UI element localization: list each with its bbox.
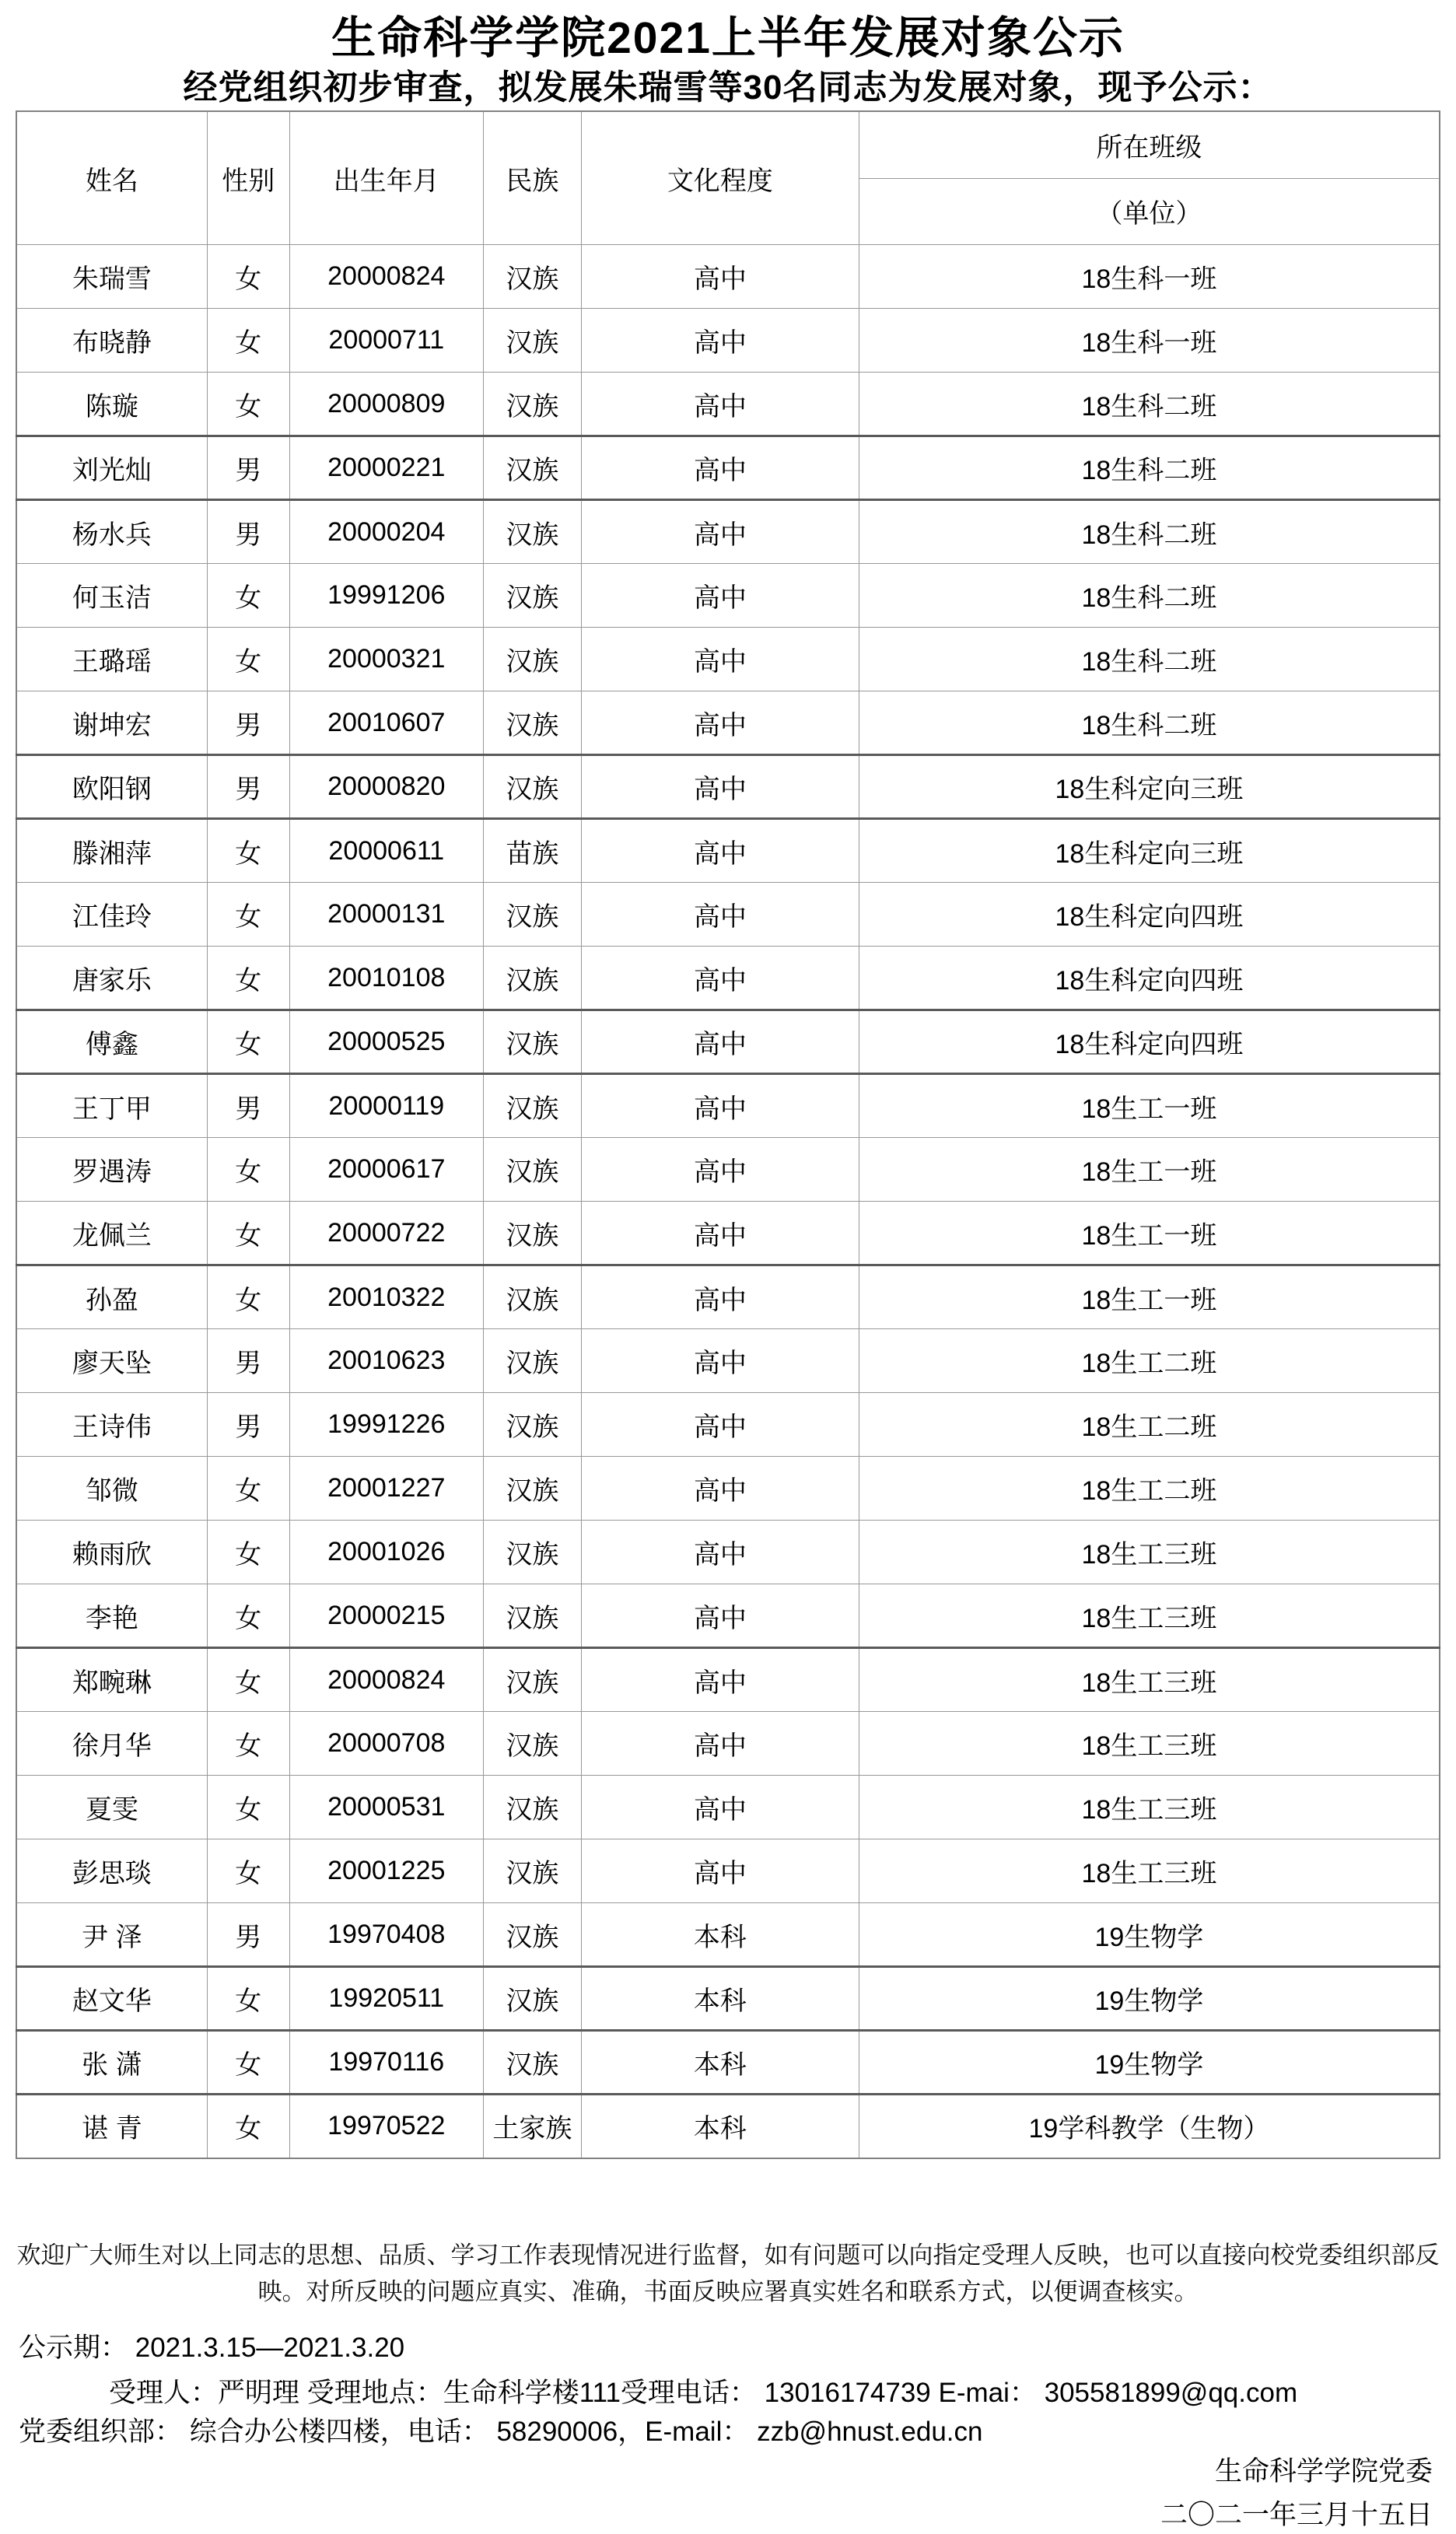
table-row bbox=[16, 564, 1440, 628]
table-row bbox=[16, 1648, 1440, 1712]
table-row bbox=[16, 1457, 1440, 1521]
cell-class: 18生科二班 bbox=[859, 564, 1440, 628]
table-row bbox=[16, 1712, 1440, 1776]
cell-gender: 女 bbox=[207, 373, 289, 436]
cell-birth: 20000824 bbox=[289, 1648, 483, 1712]
cell-class: 18生工二班 bbox=[859, 1329, 1440, 1393]
roster-table bbox=[16, 110, 1440, 2159]
cell-birth: 20001026 bbox=[289, 1521, 483, 1584]
cell-ethnicity: 汉族 bbox=[483, 1010, 581, 1074]
cell-birth: 19970116 bbox=[289, 2031, 483, 2095]
cell-class: 18生科一班 bbox=[859, 309, 1440, 373]
table-row bbox=[16, 1839, 1440, 1903]
cell-birth: 19920511 bbox=[289, 1967, 483, 2031]
cell-education: 高中 bbox=[581, 947, 859, 1010]
cell-gender: 女 bbox=[207, 309, 289, 373]
cell-ethnicity: 汉族 bbox=[483, 309, 581, 373]
cell-class: 18生工三班 bbox=[859, 1712, 1440, 1776]
cell-name: 张 潇 bbox=[16, 2031, 207, 2095]
cell-ethnicity: 汉族 bbox=[483, 1776, 581, 1839]
cell-education: 高中 bbox=[581, 1839, 859, 1903]
cell-gender: 女 bbox=[207, 1648, 289, 1712]
cell-class: 18生工二班 bbox=[859, 1457, 1440, 1521]
cell-gender: 男 bbox=[207, 436, 289, 500]
cell-gender: 女 bbox=[207, 1457, 289, 1521]
cell-ethnicity: 汉族 bbox=[483, 883, 581, 947]
cell-ethnicity: 苗族 bbox=[483, 819, 581, 883]
cell-class: 18生工一班 bbox=[859, 1074, 1440, 1138]
cell-birth: 20001225 bbox=[289, 1839, 483, 1903]
cell-ethnicity: 汉族 bbox=[483, 1202, 581, 1265]
footer bbox=[0, 2237, 1456, 2534]
cell-name: 江佳玲 bbox=[16, 883, 207, 947]
cell-education: 高中 bbox=[581, 1202, 859, 1265]
table-row bbox=[16, 1074, 1440, 1138]
cell-education: 高中 bbox=[581, 245, 859, 309]
cell-ethnicity: 汉族 bbox=[483, 1074, 581, 1138]
supervision-notice-line2: 映。对所反映的问题应真实、准确，书面反映应署真实姓名和联系方式，以便调查核实。 bbox=[257, 2277, 1199, 2305]
cell-education: 本科 bbox=[581, 2031, 859, 2095]
table-row bbox=[16, 1903, 1440, 1967]
cell-education: 高中 bbox=[581, 436, 859, 500]
cell-gender: 男 bbox=[207, 1074, 289, 1138]
table-row bbox=[16, 309, 1440, 373]
cell-class: 18生工三班 bbox=[859, 1776, 1440, 1839]
cell-gender: 男 bbox=[207, 755, 289, 819]
cell-name: 傅鑫 bbox=[16, 1010, 207, 1074]
cell-name: 尹 泽 bbox=[16, 1903, 207, 1967]
cell-class: 18生科定向四班 bbox=[859, 883, 1440, 947]
cell-class: 18生科定向四班 bbox=[859, 947, 1440, 1010]
cell-name: 王璐瑶 bbox=[16, 628, 207, 691]
cell-gender: 女 bbox=[207, 1202, 289, 1265]
col-header-birth: 出生年月 bbox=[289, 111, 483, 245]
table-row bbox=[16, 819, 1440, 883]
cell-name: 王丁甲 bbox=[16, 1074, 207, 1138]
cell-class: 18生科二班 bbox=[859, 500, 1440, 564]
cell-gender: 女 bbox=[207, 1521, 289, 1584]
page-title: 生命科学学院2021上半年发展对象公示 bbox=[331, 13, 1125, 63]
cell-gender: 女 bbox=[207, 1967, 289, 2031]
cell-birth: 20000215 bbox=[289, 1584, 483, 1648]
cell-gender: 男 bbox=[207, 500, 289, 564]
cell-birth: 20010108 bbox=[289, 947, 483, 1010]
table-row bbox=[16, 373, 1440, 436]
cell-education: 本科 bbox=[581, 1967, 859, 2031]
cell-ethnicity: 汉族 bbox=[483, 1839, 581, 1903]
cell-class: 19生物学 bbox=[859, 1967, 1440, 2031]
table-row bbox=[16, 1393, 1440, 1457]
cell-name: 何玉洁 bbox=[16, 564, 207, 628]
table-row bbox=[16, 1776, 1440, 1839]
cell-education: 高中 bbox=[581, 309, 859, 373]
cell-education: 高中 bbox=[581, 564, 859, 628]
cell-ethnicity: 汉族 bbox=[483, 1521, 581, 1584]
cell-class: 18生工一班 bbox=[859, 1202, 1440, 1265]
cell-name: 郑畹琳 bbox=[16, 1648, 207, 1712]
cell-name: 赵文华 bbox=[16, 1967, 207, 2031]
cell-ethnicity: 汉族 bbox=[483, 500, 581, 564]
org-dept-contact-line: 党委组织部： 综合办公楼四楼，电话： 58290006，E-mail： zzb@hnust.edu.cn bbox=[19, 2416, 983, 2447]
cell-birth: 20010607 bbox=[289, 691, 483, 755]
cell-birth: 20000611 bbox=[289, 819, 483, 883]
cell-name: 龙佩兰 bbox=[16, 1202, 207, 1265]
cell-gender: 女 bbox=[207, 1839, 289, 1903]
cell-birth: 20000321 bbox=[289, 628, 483, 691]
cell-name: 刘光灿 bbox=[16, 436, 207, 500]
cell-ethnicity: 汉族 bbox=[483, 373, 581, 436]
table-row bbox=[16, 2031, 1440, 2095]
cell-class: 18生科一班 bbox=[859, 245, 1440, 309]
cell-birth: 20000617 bbox=[289, 1138, 483, 1202]
cell-education: 高中 bbox=[581, 1457, 859, 1521]
cell-education: 高中 bbox=[581, 1138, 859, 1202]
cell-education: 高中 bbox=[581, 373, 859, 436]
cell-class: 18生科定向四班 bbox=[859, 1010, 1440, 1074]
cell-class: 18生科定向三班 bbox=[859, 819, 1440, 883]
cell-name: 王诗伟 bbox=[16, 1393, 207, 1457]
col-header-education: 文化程度 bbox=[581, 111, 859, 245]
cell-ethnicity: 土家族 bbox=[483, 2095, 581, 2158]
table-row bbox=[16, 1010, 1440, 1074]
cell-ethnicity: 汉族 bbox=[483, 1329, 581, 1393]
cell-name: 彭思琰 bbox=[16, 1839, 207, 1903]
cell-gender: 女 bbox=[207, 1584, 289, 1648]
cell-birth: 20000711 bbox=[289, 309, 483, 373]
cell-gender: 男 bbox=[207, 1393, 289, 1457]
cell-birth: 20000708 bbox=[289, 1712, 483, 1776]
cell-gender: 女 bbox=[207, 883, 289, 947]
table-body bbox=[16, 245, 1440, 2158]
cell-name: 朱瑞雪 bbox=[16, 245, 207, 309]
supervision-notice-line1: 欢迎广大师生对以上同志的思想、品质、学习工作表现情况进行监督，如有问题可以向指定受理人反映，也可以直接向校党委组织部反 bbox=[16, 2241, 1440, 2269]
cell-ethnicity: 汉族 bbox=[483, 1393, 581, 1457]
cell-class: 18生工一班 bbox=[859, 1138, 1440, 1202]
table-row bbox=[16, 1329, 1440, 1393]
cell-birth: 20001227 bbox=[289, 1457, 483, 1521]
cell-education: 高中 bbox=[581, 628, 859, 691]
publicity-period: 公示期： 2021.3.15—2021.3.20 bbox=[19, 2332, 405, 2363]
cell-ethnicity: 汉族 bbox=[483, 947, 581, 1010]
cell-name: 陈璇 bbox=[16, 373, 207, 436]
col-header-gender: 性别 bbox=[207, 111, 289, 245]
cell-birth: 20000525 bbox=[289, 1010, 483, 1074]
cell-education: 高中 bbox=[581, 1521, 859, 1584]
cell-gender: 女 bbox=[207, 2031, 289, 2095]
cell-birth: 20010322 bbox=[289, 1265, 483, 1329]
cell-name: 李艳 bbox=[16, 1584, 207, 1648]
cell-education: 高中 bbox=[581, 1712, 859, 1776]
cell-gender: 男 bbox=[207, 1903, 289, 1967]
cell-birth: 20000809 bbox=[289, 373, 483, 436]
page-subtitle: 经党组织初步审查，拟发展朱瑞雪等30名同志为发展对象，现予公示： bbox=[183, 68, 1273, 107]
table-row bbox=[16, 691, 1440, 755]
cell-ethnicity: 汉族 bbox=[483, 1138, 581, 1202]
cell-class: 18生科二班 bbox=[859, 373, 1440, 436]
cell-class: 18生工三班 bbox=[859, 1521, 1440, 1584]
cell-class: 18生科定向三班 bbox=[859, 755, 1440, 819]
table-row bbox=[16, 1138, 1440, 1202]
cell-gender: 女 bbox=[207, 1138, 289, 1202]
cell-name: 滕湘萍 bbox=[16, 819, 207, 883]
cell-class: 18生科二班 bbox=[859, 628, 1440, 691]
cell-ethnicity: 汉族 bbox=[483, 628, 581, 691]
table-row bbox=[16, 628, 1440, 691]
cell-name: 邹微 bbox=[16, 1457, 207, 1521]
cell-gender: 女 bbox=[207, 1265, 289, 1329]
col-header-unit: （单位） bbox=[859, 178, 1440, 245]
cell-class: 18生工二班 bbox=[859, 1393, 1440, 1457]
col-header-ethnicity: 民族 bbox=[483, 111, 581, 245]
cell-gender: 女 bbox=[207, 1776, 289, 1839]
cell-birth: 20000221 bbox=[289, 436, 483, 500]
cell-gender: 女 bbox=[207, 245, 289, 309]
cell-class: 18生工三班 bbox=[859, 1648, 1440, 1712]
cell-education: 高中 bbox=[581, 1074, 859, 1138]
cell-ethnicity: 汉族 bbox=[483, 1903, 581, 1967]
cell-gender: 女 bbox=[207, 1010, 289, 1074]
cell-birth: 20000531 bbox=[289, 1776, 483, 1839]
cell-name: 布晓静 bbox=[16, 309, 207, 373]
cell-birth: 19991206 bbox=[289, 564, 483, 628]
cell-name: 欧阳钢 bbox=[16, 755, 207, 819]
cell-birth: 19970522 bbox=[289, 2095, 483, 2158]
cell-ethnicity: 汉族 bbox=[483, 691, 581, 755]
cell-class: 19学科教学（生物） bbox=[859, 2095, 1440, 2158]
table-header bbox=[16, 111, 1440, 245]
cell-class: 18生工三班 bbox=[859, 1839, 1440, 1903]
col-header-name: 姓名 bbox=[16, 111, 207, 245]
cell-name: 罗遇涛 bbox=[16, 1138, 207, 1202]
cell-ethnicity: 汉族 bbox=[483, 755, 581, 819]
cell-name: 谌 青 bbox=[16, 2095, 207, 2158]
signature: 生命科学学院党委 bbox=[1214, 2455, 1433, 2487]
table-row bbox=[16, 1521, 1440, 1584]
cell-gender: 男 bbox=[207, 691, 289, 755]
cell-ethnicity: 汉族 bbox=[483, 1967, 581, 2031]
cell-class: 19生物学 bbox=[859, 1903, 1440, 1967]
cell-gender: 女 bbox=[207, 628, 289, 691]
table-row bbox=[16, 436, 1440, 500]
signature-date: 二〇二一年三月十五日 bbox=[1160, 2499, 1433, 2530]
cell-education: 高中 bbox=[581, 1265, 859, 1329]
cell-education: 高中 bbox=[581, 1776, 859, 1839]
cell-education: 高中 bbox=[581, 691, 859, 755]
cell-ethnicity: 汉族 bbox=[483, 1457, 581, 1521]
cell-birth: 19991226 bbox=[289, 1393, 483, 1457]
cell-education: 高中 bbox=[581, 1393, 859, 1457]
cell-name: 赖雨欣 bbox=[16, 1521, 207, 1584]
cell-birth: 20010623 bbox=[289, 1329, 483, 1393]
table-row bbox=[16, 1265, 1440, 1329]
table-row bbox=[16, 883, 1440, 947]
cell-education: 高中 bbox=[581, 1010, 859, 1074]
cell-gender: 女 bbox=[207, 1712, 289, 1776]
cell-education: 高中 bbox=[581, 883, 859, 947]
cell-birth: 20000119 bbox=[289, 1074, 483, 1138]
table-row bbox=[16, 500, 1440, 564]
cell-birth: 20000204 bbox=[289, 500, 483, 564]
cell-ethnicity: 汉族 bbox=[483, 436, 581, 500]
cell-ethnicity: 汉族 bbox=[483, 1648, 581, 1712]
cell-ethnicity: 汉族 bbox=[483, 2031, 581, 2095]
cell-name: 孙盈 bbox=[16, 1265, 207, 1329]
cell-education: 本科 bbox=[581, 1903, 859, 1967]
cell-gender: 女 bbox=[207, 564, 289, 628]
cell-birth: 19970408 bbox=[289, 1903, 483, 1967]
cell-education: 高中 bbox=[581, 1329, 859, 1393]
cell-name: 谢坤宏 bbox=[16, 691, 207, 755]
cell-class: 18生科二班 bbox=[859, 436, 1440, 500]
cell-education: 高中 bbox=[581, 1584, 859, 1648]
cell-class: 18生科二班 bbox=[859, 691, 1440, 755]
table-row bbox=[16, 2095, 1440, 2158]
cell-class: 19生物学 bbox=[859, 2031, 1440, 2095]
cell-gender: 男 bbox=[207, 1329, 289, 1393]
cell-birth: 20000820 bbox=[289, 755, 483, 819]
cell-ethnicity: 汉族 bbox=[483, 1265, 581, 1329]
table-row bbox=[16, 755, 1440, 819]
cell-education: 高中 bbox=[581, 755, 859, 819]
cell-birth: 20000722 bbox=[289, 1202, 483, 1265]
cell-gender: 女 bbox=[207, 2095, 289, 2158]
cell-gender: 女 bbox=[207, 947, 289, 1010]
table-row bbox=[16, 1584, 1440, 1648]
acceptor-contact-line: 受理人：严明理 受理地点：生命科学楼111受理电话： 13016174739 E-mai： 305581899@qq.com bbox=[109, 2377, 1298, 2408]
cell-gender: 女 bbox=[207, 819, 289, 883]
cell-name: 廖天坠 bbox=[16, 1329, 207, 1393]
cell-education: 本科 bbox=[581, 2095, 859, 2158]
table-row bbox=[16, 947, 1440, 1010]
cell-birth: 20000131 bbox=[289, 883, 483, 947]
cell-class: 18生工一班 bbox=[859, 1265, 1440, 1329]
table-row bbox=[16, 1202, 1440, 1265]
cell-name: 唐家乐 bbox=[16, 947, 207, 1010]
cell-ethnicity: 汉族 bbox=[483, 245, 581, 309]
cell-name: 夏雯 bbox=[16, 1776, 207, 1839]
cell-class: 18生工三班 bbox=[859, 1584, 1440, 1648]
cell-education: 高中 bbox=[581, 500, 859, 564]
cell-education: 高中 bbox=[581, 1648, 859, 1712]
col-header-class: 所在班级 bbox=[859, 111, 1440, 178]
cell-ethnicity: 汉族 bbox=[483, 1584, 581, 1648]
cell-ethnicity: 汉族 bbox=[483, 564, 581, 628]
cell-education: 高中 bbox=[581, 819, 859, 883]
cell-birth: 20000824 bbox=[289, 245, 483, 309]
table-row bbox=[16, 1967, 1440, 2031]
table-row bbox=[16, 245, 1440, 309]
cell-ethnicity: 汉族 bbox=[483, 1712, 581, 1776]
cell-name: 徐月华 bbox=[16, 1712, 207, 1776]
cell-name: 杨水兵 bbox=[16, 500, 207, 564]
